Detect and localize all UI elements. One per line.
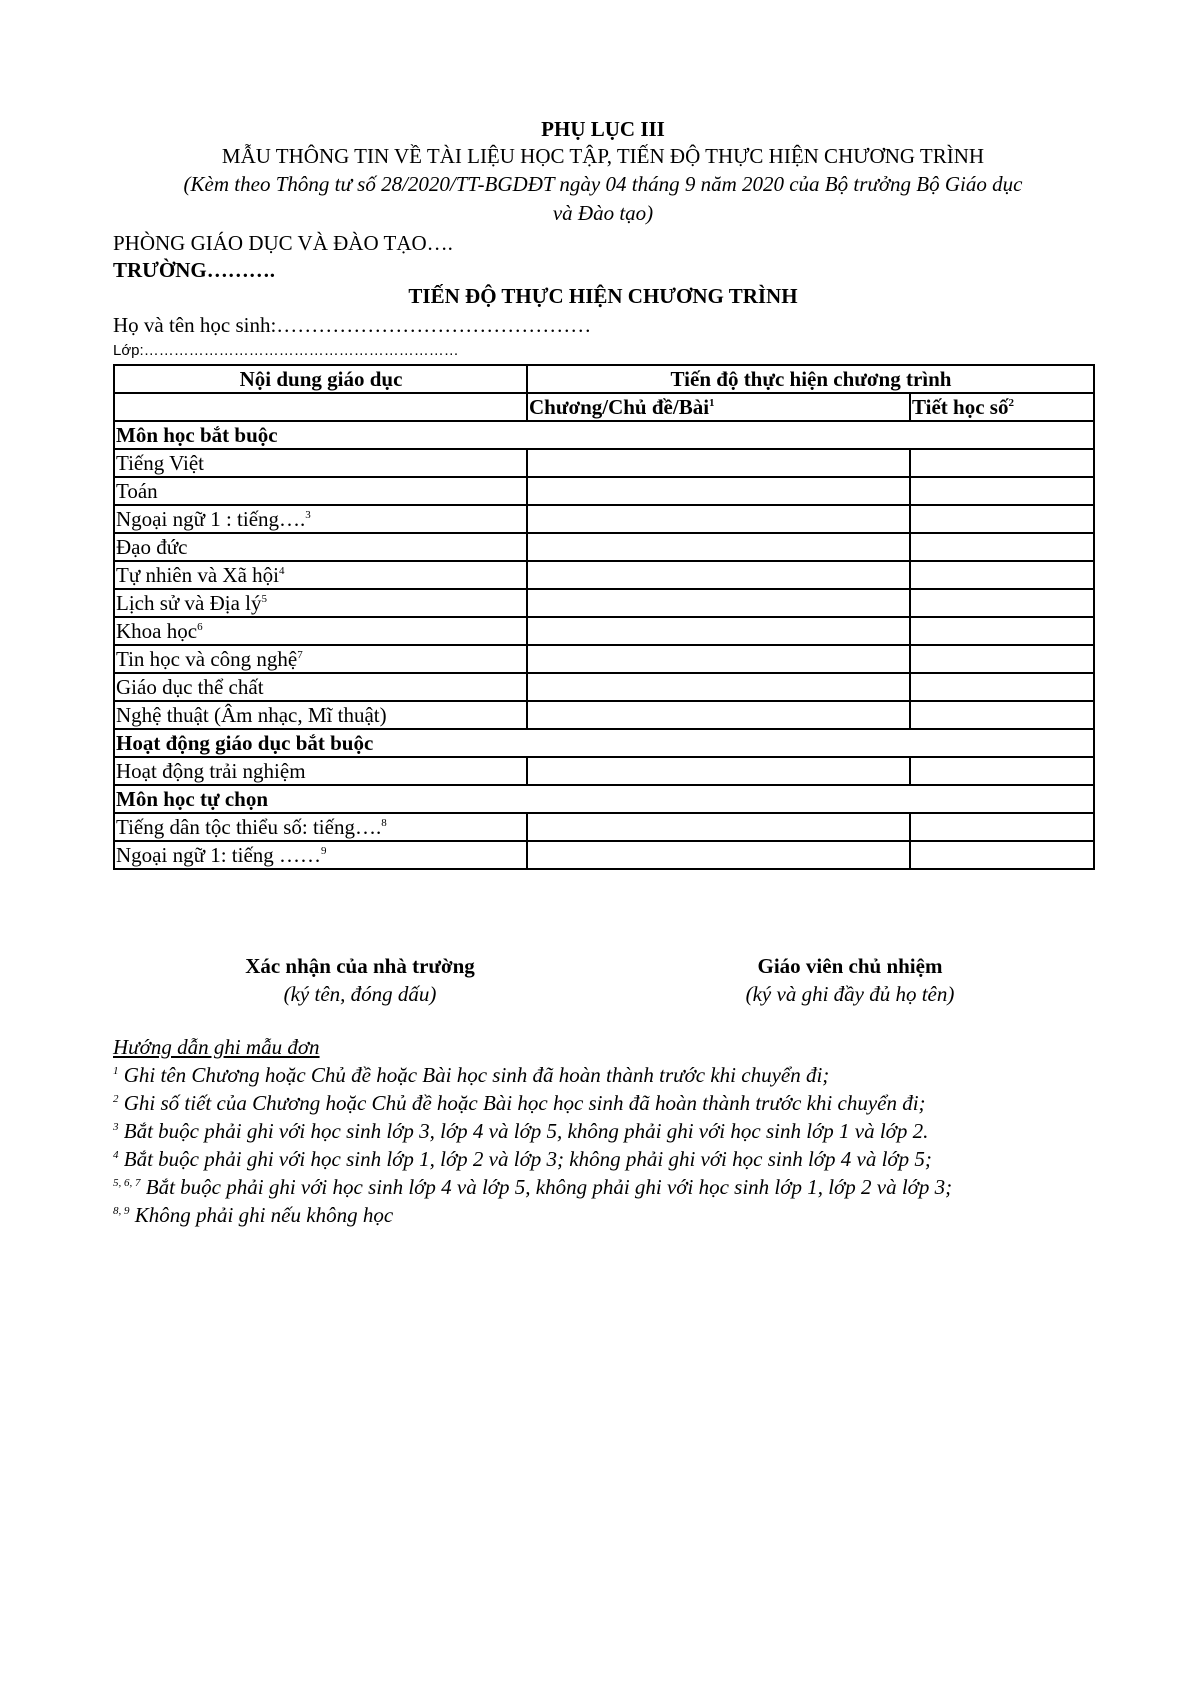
section-row [114, 421, 1094, 449]
footnote-text: Ghi số tiết của Chương hoặc Chủ đề hoặc Bài học học sinh đã hoàn thành trước khi chuyển đi; [118, 1091, 926, 1115]
subject-cell [114, 645, 527, 673]
footnote-number: 5, 6, 7 [113, 1177, 141, 1189]
subheader-chapter-label: Chương/Chủ đề/Bài [529, 395, 710, 419]
chapter-input-cell[interactable] [527, 505, 910, 533]
footnote-number: 8, 9 [113, 1205, 130, 1217]
section-row [114, 785, 1094, 813]
period-input-cell[interactable] [910, 505, 1094, 533]
class-field: Lớp:……………………………………………………… [113, 342, 459, 359]
table-row [114, 561, 1094, 589]
table-row [114, 757, 1094, 785]
subheader-chapter-cell [527, 393, 910, 421]
teacher-signature-hint: (ký và ghi đầy đủ họ tên) [745, 982, 955, 1006]
period-input-cell[interactable] [910, 561, 1094, 589]
footnote-text: Bắt buộc phải ghi với học sinh lớp 1, lớp 2 và lớp 3; không phải ghi với học sinh lớp 4 và lớp 5; [118, 1147, 932, 1171]
subject-label: Tin học và công nghệ [116, 647, 298, 671]
progress-table [113, 364, 1095, 870]
period-input-cell[interactable] [910, 757, 1094, 785]
chapter-input-cell[interactable] [527, 589, 910, 617]
table-row [114, 477, 1094, 505]
table-row [114, 701, 1094, 729]
subject-label: Ngoại ngữ 1: tiếng …… [116, 843, 322, 867]
chapter-input-cell[interactable] [527, 645, 910, 673]
table-row [114, 841, 1094, 869]
footnote-ref: 9 [321, 845, 327, 857]
period-input-cell[interactable] [910, 673, 1094, 701]
period-input-cell[interactable] [910, 645, 1094, 673]
footnote-text: Bắt buộc phải ghi với học sinh lớp 3, lớp 4 và lớp 5, không phải ghi với học sinh lớp 1 và lớp 2. [118, 1119, 929, 1143]
subject-label: Lịch sử và Địa lý [116, 591, 262, 615]
footnote-ref: 7 [297, 649, 303, 661]
footnote-number: 1 [113, 1065, 119, 1077]
chapter-input-cell[interactable] [527, 561, 910, 589]
table-row [114, 617, 1094, 645]
table-row [114, 645, 1094, 673]
period-input-cell[interactable] [910, 449, 1094, 477]
footnote-text: Không phải ghi nếu không học [129, 1203, 394, 1227]
teacher-signature-block [640, 952, 1060, 1008]
subject-cell [114, 561, 527, 589]
subject-cell [114, 477, 527, 505]
subject-cell [114, 617, 527, 645]
subject-cell [114, 505, 527, 533]
table-header-row [114, 365, 1094, 393]
subject-label: Tiếng dân tộc thiểu số: tiếng…. [116, 815, 382, 839]
school-name: TRƯỜNG………. [113, 258, 275, 282]
school-confirmation-label: Xác nhận của nhà trường [245, 954, 475, 978]
chapter-input-cell[interactable] [527, 673, 910, 701]
chapter-input-cell[interactable] [527, 841, 910, 869]
footnote-item [113, 1145, 952, 1173]
period-input-cell[interactable] [910, 589, 1094, 617]
chapter-input-cell[interactable] [527, 477, 910, 505]
subheader-period-cell [910, 393, 1094, 421]
footnote-ref: 3 [305, 509, 311, 521]
footnote-ref: 1 [709, 397, 715, 409]
subject-label: Hoạt động trải nghiệm [116, 759, 306, 783]
footnote-item [113, 1061, 952, 1089]
subject-label: Giáo dục thể chất [116, 675, 264, 699]
subject-cell [114, 701, 527, 729]
period-input-cell[interactable] [910, 841, 1094, 869]
header-progress-cell: Tiến độ thực hiện chương trình [527, 365, 1094, 393]
chapter-input-cell[interactable] [527, 813, 910, 841]
footnote-ref: 6 [197, 621, 203, 633]
subject-cell [114, 757, 527, 785]
subheader-period-label: Tiết học số [912, 395, 1009, 419]
chapter-input-cell[interactable] [527, 617, 910, 645]
subject-cell [114, 589, 527, 617]
footnote-number: 4 [113, 1149, 119, 1161]
footnote-number: 2 [113, 1093, 119, 1105]
footnote-text: Bắt buộc phải ghi với học sinh lớp 4 và lớp 5, không phải ghi với học sinh lớp 1, lớp 2 và lớp 3; [140, 1175, 953, 1199]
footnote-ref: 5 [261, 593, 268, 605]
section-elective: Môn học tự chọn [114, 785, 1094, 813]
instructions-title: Hướng dẫn ghi mẫu đơn [113, 1035, 320, 1059]
section-required-activities: Hoạt động giáo dục bắt buộc [114, 729, 1094, 757]
footnote-ref: 2 [1008, 397, 1014, 409]
period-input-cell[interactable] [910, 477, 1094, 505]
table-subheader-row [114, 393, 1094, 421]
student-name-field: Họ và tên học sinh:……………………………………… [113, 313, 592, 337]
table-row [114, 589, 1094, 617]
school-signature-block [150, 952, 570, 1008]
footnote-ref: 4 [279, 565, 285, 577]
subject-cell [114, 533, 527, 561]
subject-cell [114, 449, 527, 477]
period-input-cell[interactable] [910, 813, 1094, 841]
subject-label: Toán [116, 479, 158, 503]
subject-cell [114, 813, 527, 841]
legal-reference-line-1: (Kèm theo Thông tư số 28/2020/TT-BGDĐT ngày 04 tháng 9 năm 2020 của Bộ trưởng Bộ Giáo dục [183, 172, 1023, 196]
department-name: PHÒNG GIÁO DỤC VÀ ĐÀO TẠO…. [113, 231, 453, 255]
form-subtitle: MẪU THÔNG TIN VỀ TÀI LIỆU HỌC TẬP, TIẾN ĐỘ THỰC HIỆN CHƯƠNG TRÌNH [221, 144, 985, 168]
table-row [114, 813, 1094, 841]
footnote-ref: 8 [381, 817, 387, 829]
footnote-item [113, 1117, 952, 1145]
chapter-input-cell[interactable] [527, 533, 910, 561]
footnote-item [113, 1089, 952, 1117]
chapter-input-cell[interactable] [527, 449, 910, 477]
school-signature-hint: (ký tên, đóng dấu) [283, 982, 437, 1006]
subject-label: Đạo đức [116, 535, 188, 559]
period-input-cell[interactable] [910, 617, 1094, 645]
subject-label: Tự nhiên và Xã hội [116, 563, 280, 587]
form-heading: TIẾN ĐỘ THỰC HIỆN CHƯƠNG TRÌNH [408, 284, 798, 308]
subject-label: Khoa học [116, 619, 198, 643]
appendix-title: PHỤ LỤC III [541, 117, 665, 141]
instructions-section [113, 1033, 952, 1229]
homeroom-teacher-label: Giáo viên chủ nhiệm [757, 954, 943, 978]
legal-reference-note [113, 170, 1093, 228]
period-input-cell[interactable] [910, 701, 1094, 729]
subject-label: Nghệ thuật (Âm nhạc, Mĩ thuật) [116, 703, 387, 727]
subheader-empty-cell [114, 393, 527, 421]
subject-label: Tiếng Việt [116, 451, 205, 475]
chapter-input-cell[interactable] [527, 701, 910, 729]
footnote-item [113, 1173, 952, 1201]
table-row [114, 449, 1094, 477]
subject-label: Ngoại ngữ 1 : tiếng…. [116, 507, 306, 531]
table-row [114, 673, 1094, 701]
section-required-subjects: Môn học bắt buộc [114, 421, 1094, 449]
period-input-cell[interactable] [910, 533, 1094, 561]
header-content-cell: Nội dung giáo dục [114, 365, 527, 393]
legal-reference-line-2: và Đào tạo) [552, 201, 654, 225]
footnote-text: Ghi tên Chương hoặc Chủ đề hoặc Bài học sinh đã hoàn thành trước khi chuyển đi; [118, 1063, 830, 1087]
subject-cell [114, 841, 527, 869]
footnote-number: 3 [113, 1121, 119, 1133]
table-row [114, 505, 1094, 533]
subject-cell [114, 673, 527, 701]
section-row [114, 729, 1094, 757]
table-row [114, 533, 1094, 561]
footnote-item [113, 1201, 952, 1229]
chapter-input-cell[interactable] [527, 757, 910, 785]
